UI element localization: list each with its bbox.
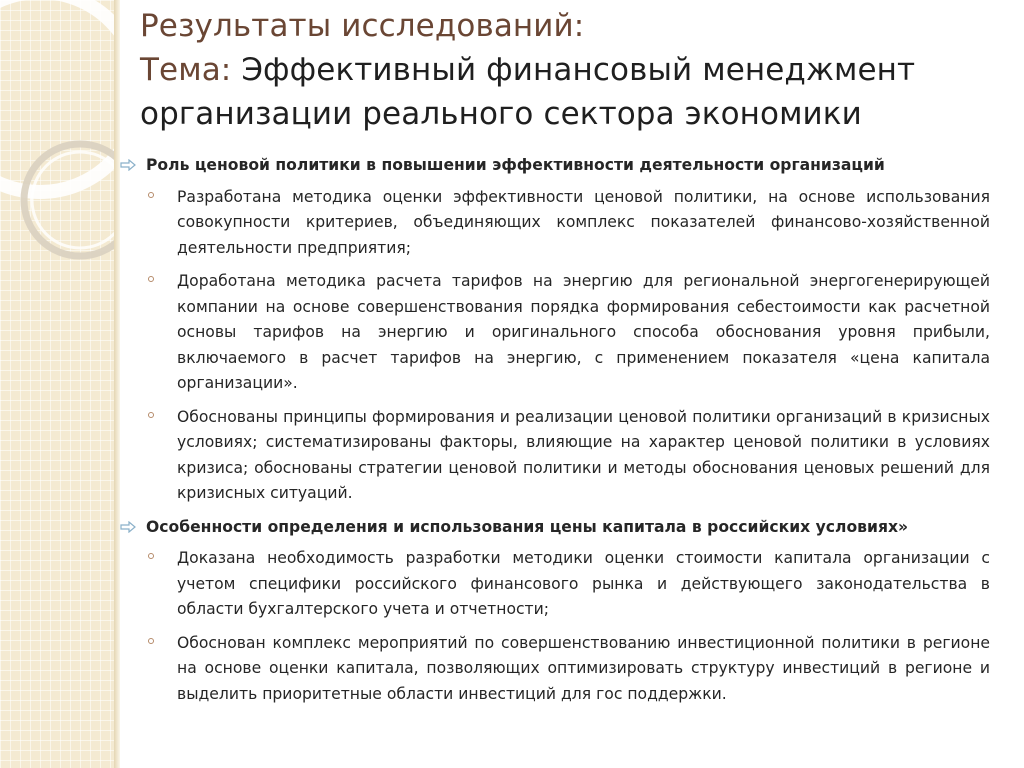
title-line-3: организации реального сектора экономики [140, 96, 862, 132]
section-pricing-policy [118, 153, 990, 507]
section-heading [118, 515, 990, 541]
bullet-list [118, 185, 990, 507]
list-item [118, 185, 990, 262]
list-item [118, 546, 990, 623]
list-item [118, 405, 990, 507]
list-item [118, 269, 990, 397]
ring-bullet-icon [148, 553, 154, 559]
page-title [140, 4, 1000, 136]
ring-bullet-icon [148, 412, 154, 418]
title-line-1: Результаты исследований: [140, 8, 585, 44]
bullet-list [118, 546, 990, 707]
decorative-side-panel [0, 0, 114, 768]
list-item [118, 631, 990, 708]
ring-decoration [0, 0, 114, 768]
double-arrow-right-icon [120, 521, 136, 533]
ring-bullet-icon [148, 192, 154, 198]
title-topic-prefix: Тема: [140, 52, 232, 88]
section-heading-text: Особенности определения и использования цены капитала в российских условиях» [146, 517, 909, 536]
ring-bullet-icon [148, 638, 154, 644]
title-topic-text: Эффективный финансовый менеджмент [241, 52, 916, 88]
section-cost-of-capital [118, 515, 990, 708]
section-heading-text: Роль ценовой политики в повышении эффективности деятельности организаций [146, 156, 885, 174]
list-item-text: Доработана методика расчета тарифов на энергию для региональной энергогенерирующей компании на основе совершенствования порядка формирования себестоимости как расчетной основы тарифов на энергию и оригинального способа обоснования уровня прибыли, включаемого в расчет тарифов на энергию, с применением показателя «цена капитала организации». [177, 272, 990, 392]
list-item-text: Обоснованы принципы формирования и реализации ценовой политики организаций в кризисных условиях; систематизированы факторы, влияющие на характер ценовой политики в условиях кризиса; обоснованы стратегии ценовой политики и методы обоснования ценовых решений для кризисных ситуаций. [177, 407, 990, 502]
double-arrow-right-icon [120, 159, 136, 171]
section-heading [118, 153, 990, 179]
list-item-text: Обоснован комплекс мероприятий по совершенствованию инвестиционной политики в регионе на основе оценки капитала, позволяющих оптимизировать структуру инвестиций в регионе и выделить приоритетные области инвестиций для гос поддержки. [177, 633, 990, 703]
list-item-text: Разработана методика оценки эффективности ценовой политики, на основе использования совокупности критериев, объединяющих комплекс показателей финансово-хозяйственной деятельности предприятия; [177, 187, 990, 257]
ring-bullet-icon [148, 276, 154, 282]
slide-content [118, 150, 990, 715]
list-item-text: Доказана необходимость разработки методики оценки стоимости капитала организации с учетом специфики российского финансового рынка и действующего законодательства в области бухгалтерского учета и отчетности; [177, 549, 990, 618]
